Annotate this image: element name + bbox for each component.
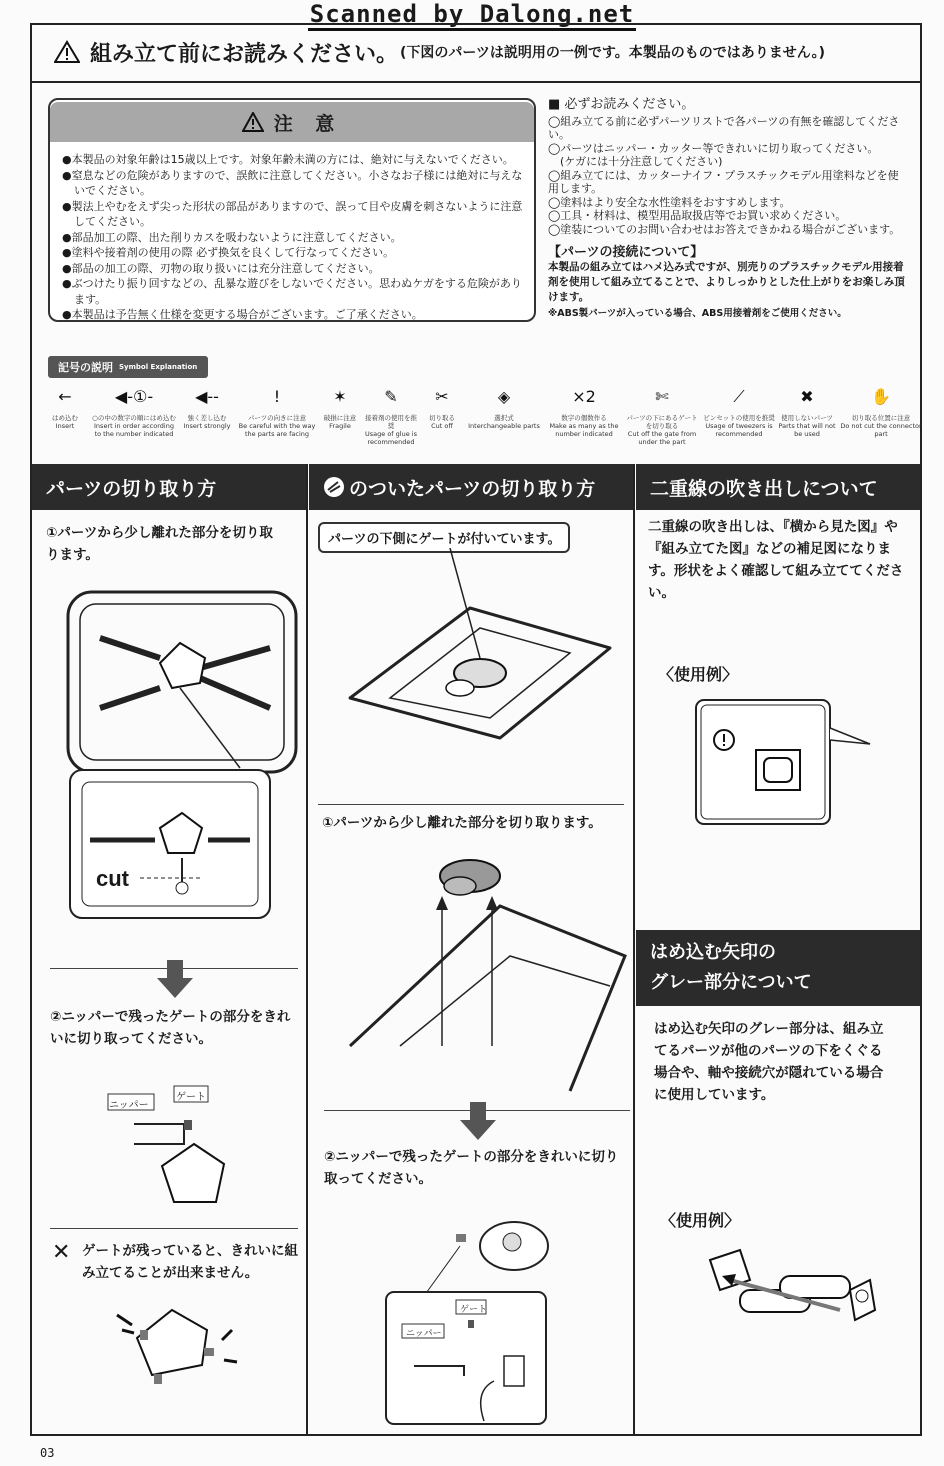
symbol-label-en: Cut off: [431, 422, 453, 430]
must-read-item: (ケガには十分注意してください): [560, 155, 723, 168]
symbol-item: [362, 380, 420, 446]
symbol-item: [700, 380, 778, 438]
must-read-item: ◯塗料はより安全な水性塗料をおすすめします。: [548, 195, 791, 209]
symbol-label-en: Do not cut the connector part: [840, 422, 922, 438]
col1-heading: パーツの切り取り方: [46, 477, 217, 500]
fragile-icon: ✶: [333, 387, 347, 406]
symbol-label-ja: パーツの向きに注意: [247, 414, 307, 422]
col3-example1: 〈使用例〉: [658, 665, 739, 684]
section-heading-cutting: [32, 464, 306, 510]
symbol-label-ja: 接着剤の使用を推奨: [365, 414, 417, 430]
tweezers-icon: ⟋: [733, 387, 745, 406]
gate-runner-illustration: [330, 548, 620, 748]
warning-icon: [54, 40, 80, 64]
page-number: 03: [40, 1446, 55, 1460]
down-arrow-icon: [155, 960, 195, 1000]
caution-item: ●塗料や接着剤の使用の際 必ず換気を良くして行なってください。: [62, 246, 395, 259]
strong-arrow-icon: ◀--: [195, 387, 219, 406]
symbol-label-en: Parts that will not be used: [778, 422, 836, 438]
symbol-item: [236, 380, 318, 438]
nipper-label: ニッパー: [109, 1100, 149, 1111]
symbol-label-en: Insert strongly: [183, 422, 231, 430]
gate-under-icon: [323, 476, 345, 498]
section-heading-gray-arrow: [636, 930, 920, 1006]
symbol-label-ja: 強く差し込む: [187, 414, 227, 422]
caution-heading-text: 注 意: [273, 112, 343, 135]
col3-text: 二重線の吹き出しは、『横から見た図』や『組み立てた図』などの補足図になります。形状をよく確認して組み立ててください。: [648, 519, 904, 601]
cut-label: cut: [96, 866, 129, 891]
col1-step2: ②ニッパーで残ったゲートの部分をきれいに切り取ってください。: [50, 1009, 291, 1047]
symbol-label-ja: 使用しないパーツ: [781, 414, 833, 422]
symbol-explanation-title: [48, 356, 208, 378]
must-read-section: [548, 98, 908, 236]
double-line-bubble-illustration: [694, 698, 874, 828]
col3-text2: はめ込む矢印のグレー部分は、組み立てるパーツが他のパーツの下をくぐる場合や、軸や接続穴が隠れている場合に使用しています。: [654, 1021, 884, 1103]
col2-step2: ②ニッパーで残ったゲートの部分をきれいに切り取ってください。: [324, 1149, 619, 1187]
caution-item: ●窒息などの危険がありますので、誤飲に注意してください。小さなお子様には絶対に与えないでください。: [62, 168, 523, 197]
exclamation-icon: !: [273, 387, 281, 406]
col3-heading: 二重線の吹き出しについて: [650, 477, 878, 500]
symbol-title-en: Symbol Explanation: [119, 363, 198, 371]
warning-icon: [242, 112, 264, 132]
symbol-label-en: Insert: [55, 422, 75, 430]
gate-label: ゲート: [176, 1092, 206, 1103]
page-header: [30, 23, 922, 83]
cross-icon: ✕: [52, 1240, 71, 1265]
gate-nipper-illustration: [384, 1216, 554, 1428]
section-heading-gate-parts: [309, 464, 633, 510]
watermark-text: Scanned by Dalong.net: [308, 0, 636, 31]
caution-item: ●本製品の対象年齢は15歳以上です。対象年齢未満の方には、絶対に与えないでください。: [62, 153, 514, 166]
section-heading-double-line: [636, 464, 920, 510]
symbol-title-ja: 記号の説明: [58, 361, 113, 374]
symbol-label-ja: ○の中の数字の順にはめ込む: [92, 414, 176, 422]
caution-item: ●製法上やむをえず尖った形状の部品がありますので、誤って目や皮膚を刺さないように注意してください。: [62, 199, 523, 228]
symbol-item: [178, 380, 236, 430]
symbol-label-ja: 切り取る: [429, 414, 455, 422]
must-read-item: ◯塗装についてのお問い合わせはお答えできかねる場合がございます。: [548, 222, 901, 236]
symbol-item: [464, 380, 544, 430]
must-read-item: ◯組み立てには、カッターナイフ・プラスチックモデル用塗料などを使用します。: [548, 168, 899, 195]
symbol-label-en: Make as many as the number indicated: [549, 422, 619, 438]
symbol-item: [624, 380, 700, 446]
symbol-item: [544, 380, 624, 438]
col1-step1: ①パーツから少し離れた部分を切り取ります。: [46, 525, 273, 563]
down-arrow-icon: [458, 1102, 498, 1142]
column-divider: [306, 464, 308, 1436]
page-title: 組み立て前にお読みください。: [90, 41, 399, 67]
must-read-item: ◯工具・材料は、模型用品取扱店等でお買い求めください。: [548, 209, 847, 222]
caution-list: [62, 152, 532, 323]
gate-bubble: パーツの下側にゲートが付いています。: [318, 522, 570, 553]
symbol-label-ja: 切り取る位置に注意: [851, 414, 911, 422]
arrow-left-icon: ←: [58, 387, 72, 406]
not-used-icon: ✖: [800, 387, 814, 406]
do-not-cut-icon: ✋: [871, 387, 891, 406]
gate-under-icon: ✄: [655, 387, 669, 406]
symbol-label-en: Fragile: [329, 422, 351, 430]
symbol-label-ja: 破損に注意: [323, 414, 357, 422]
symbol-label-en: Usage of tweezers is recommended: [705, 422, 773, 438]
symbol-item: [40, 380, 90, 430]
symbol-item: [420, 380, 464, 430]
col3-heading2-line2: グレー部分について: [650, 972, 812, 993]
caution-item: ●部品加工の際、出た削りカスを吸わないように注意してください。: [62, 230, 402, 244]
times-two-icon: ×2: [572, 387, 596, 406]
caution-item: ●部品の加工の際、刃物の取り扱いには充分注意してください。: [62, 261, 380, 275]
gate-label: ゲート: [460, 1305, 488, 1315]
caution-item: ●本製品は予告無く仕様を変更する場合がございます。ご了承ください。: [62, 308, 423, 321]
symbol-item: [318, 380, 362, 430]
cut-off-icon: ✂: [435, 387, 449, 406]
bad-cut-illustration: [112, 1300, 242, 1400]
col3-heading2-line1: はめ込む矢印の: [650, 942, 776, 963]
symbol-label-en: Cut off the gate from under the part: [627, 430, 697, 446]
symbol-label-en: Insert in order according to the number indicated: [94, 422, 174, 438]
caution-item: ●ぶつけたり振り回すなどの、乱暴な遊びをしないでください。思わぬケガをする危険があります。: [62, 277, 522, 306]
column-divider: [633, 464, 635, 1436]
col3-example2: 〈使用例〉: [660, 1211, 741, 1230]
connection-heading: 【パーツの接続について】: [548, 245, 704, 260]
symbol-label-en: Be careful with the way the parts are facing: [238, 422, 316, 438]
must-read-item: ◯パーツはニッパー・カッター等できれいに切り取ってください。: [548, 141, 879, 155]
symbol-label-ja: パーツの下にあるゲートを切り取る: [626, 414, 698, 430]
symbol-label-ja: 選択式: [494, 414, 514, 422]
interchangeable-icon: ◈: [497, 387, 511, 406]
col2-step1: ①パーツから少し離れた部分を切り取ります。: [322, 815, 602, 831]
divider: [318, 804, 624, 805]
must-read-heading: ■ 必ずお読みください。: [548, 97, 695, 112]
gate-removed-illustration: [340, 846, 630, 1096]
symbol-label-ja: はめ込む: [52, 414, 78, 422]
symbol-label-en: Usage of glue is recommended: [365, 430, 417, 446]
caution-heading: [50, 102, 534, 142]
glue-icon: ✎: [384, 387, 398, 406]
symbol-item: [778, 380, 836, 438]
symbol-item: [90, 380, 178, 438]
symbol-label-ja: ピンセットの使用を推奨: [703, 414, 775, 422]
divider: [50, 1228, 298, 1229]
gray-arrow-illustration: [690, 1240, 890, 1340]
numbered-arrow-icon: ◀-①-: [114, 387, 154, 406]
symbol-label-en: Interchangeable parts: [468, 422, 540, 430]
must-read-item: ◯組み立てる前に必ずパーツリストで各パーツの有無を確認してください。: [548, 114, 900, 141]
nipper-label: ニッパー: [406, 1329, 442, 1339]
symbol-item: [836, 380, 926, 438]
col2-heading: のついたパーツの切り取り方: [349, 477, 596, 500]
connection-note: ※ABS製パーツが入っている場合、ABS用接着剤をご使用ください。: [548, 308, 847, 319]
connection-text: 本製品の組み立てはハメ込み式ですが、別売りのプラスチックモデル用接着剤を使用して組み立てることで、よりしっかりとした仕上がりをお楽しみ頂けます。: [548, 261, 905, 303]
page-subtitle: (下図のパーツは説明用の一例です。本製品のものではありません。): [400, 45, 825, 61]
symbol-label-ja: 数字の個数作る: [561, 414, 607, 422]
runner-illustration: [60, 588, 300, 948]
col1-warning: ゲートが残っていると、きれいに組み立てることが出来ません。: [82, 1243, 298, 1281]
